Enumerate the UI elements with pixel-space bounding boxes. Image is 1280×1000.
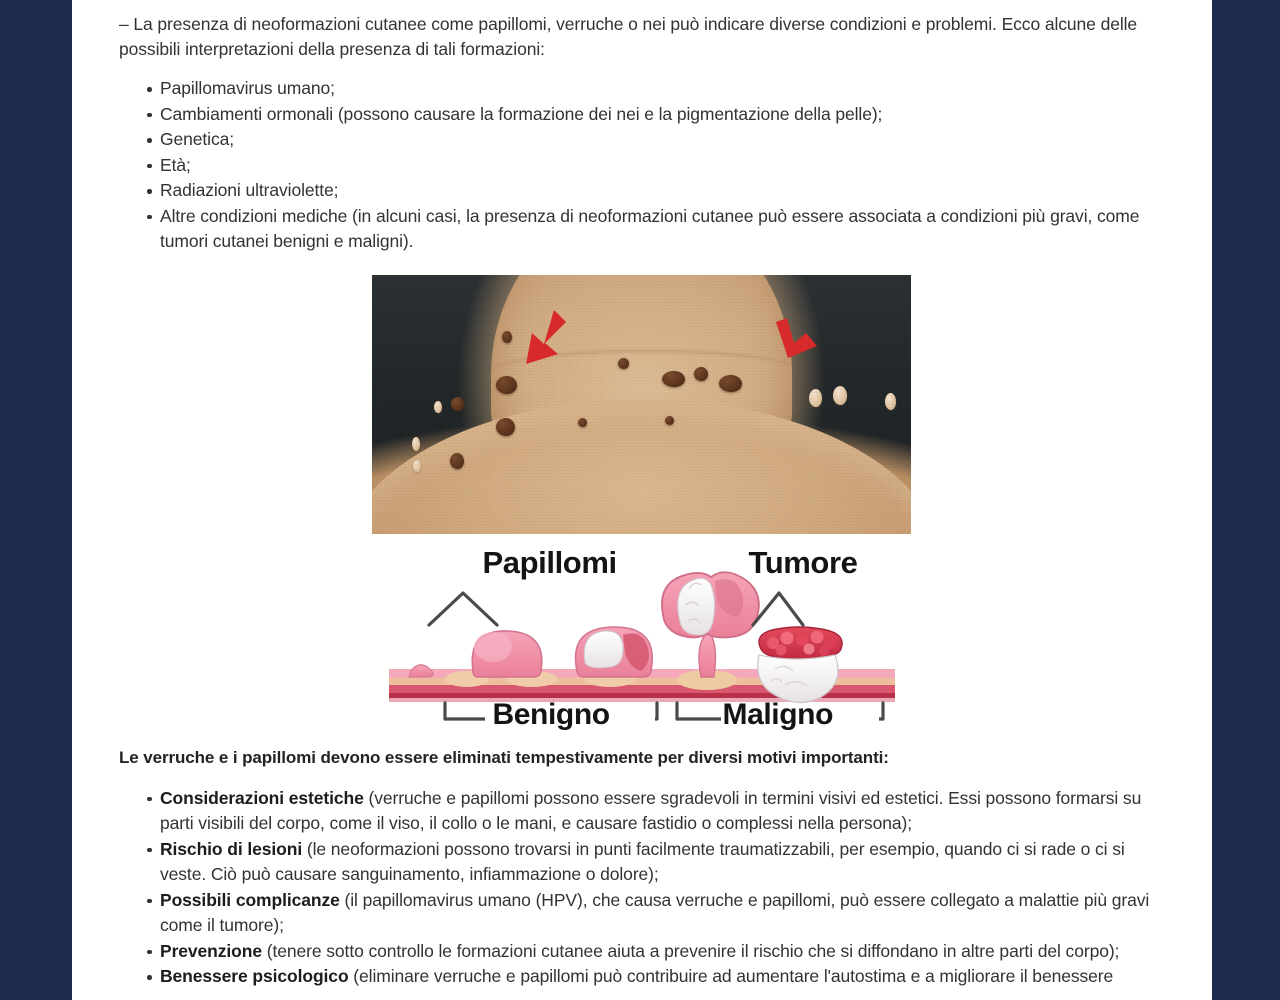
list-item-detail: (eliminare verruche e papillomi può contribuire ad aumentare l'autostima e a migliorare il benessere (348, 966, 1114, 986)
photo-grain-overlay (372, 275, 911, 534)
list-item (160, 837, 1164, 888)
skin-tags-photo (372, 275, 911, 534)
list-item-term: Rischio di lesioni (160, 838, 303, 859)
list-item (160, 939, 1164, 965)
list-item (160, 888, 1164, 939)
list-item-term: Possibili complicanze (160, 889, 340, 910)
list-item: Papillomavirus umano; (160, 76, 1164, 102)
intro-paragraph: – La presenza di neoformazioni cutanee come papillomi, verruche o nei può indicare diverse condizioni e problemi. Ecco alcune delle possibili interpretazioni della presenza di tali formazioni: (119, 14, 1138, 59)
list-item-detail: (il papillomavirus umano (HPV), che causa verruche e papillomi, può essere collegato a malattie più gravi come il tumore); (160, 889, 1150, 935)
article-page (72, 0, 1212, 1000)
list-item-detail: (verruche e papillomi possono essere sgradevoli in termini visivi ed estetici. Essi possono formarsi su parti visibili del corpo, come il viso, il collo o le mani, e causare fastidio o complessi nella persona); (160, 787, 1142, 833)
article-content (119, 12, 1164, 1000)
list-item-detail: (le neoformazioni possono trovarsi in punti facilmente traumatizzabili, per esempio, quando ci si rade o ci si veste. Ciò può causare sanguinamento, infiammazione o dolore); (160, 838, 1125, 884)
causes-list (119, 76, 1164, 255)
reasons-heading: Le verruche e i papillomi devono essere eliminati tempestivamente per diversi motivi importanti: (119, 747, 889, 767)
benign-malignant-diagram (389, 537, 895, 736)
list-item (160, 786, 1164, 837)
list-item: Cambiamenti ormonali (possono causare la formazione dei nei e la pigmentazione della pelle); (160, 102, 1164, 128)
diagram-label-maligno: Maligno (722, 697, 834, 731)
diagram-label-tumore: Tumore (748, 544, 858, 580)
diagram-label-papillomi: Papillomi (482, 544, 617, 580)
list-item: Età; (160, 153, 1164, 179)
list-item (160, 964, 1164, 990)
list-item-term: Prevenzione (160, 940, 262, 961)
reasons-list (119, 786, 1164, 990)
list-item: Altre condizioni mediche (in alcuni casi, la presenza di neoformazioni cutanee può essere associata a condizioni più gravi, come tumori cutanei benigni e maligni). (160, 204, 1164, 255)
diagram-label-benigno: Benigno (492, 697, 610, 731)
list-item-term: Considerazioni estetiche (160, 787, 364, 808)
list-item: Radiazioni ultraviolette; (160, 178, 1164, 204)
list-item-term: Benessere psicologico (160, 966, 349, 986)
media-block (119, 275, 1164, 736)
list-item: Genetica; (160, 127, 1164, 153)
list-item-detail: (tenere sotto controllo le formazioni cutanee aiuta a prevenire il rischio che si diffondano in altre parti del corpo); (262, 940, 1120, 961)
